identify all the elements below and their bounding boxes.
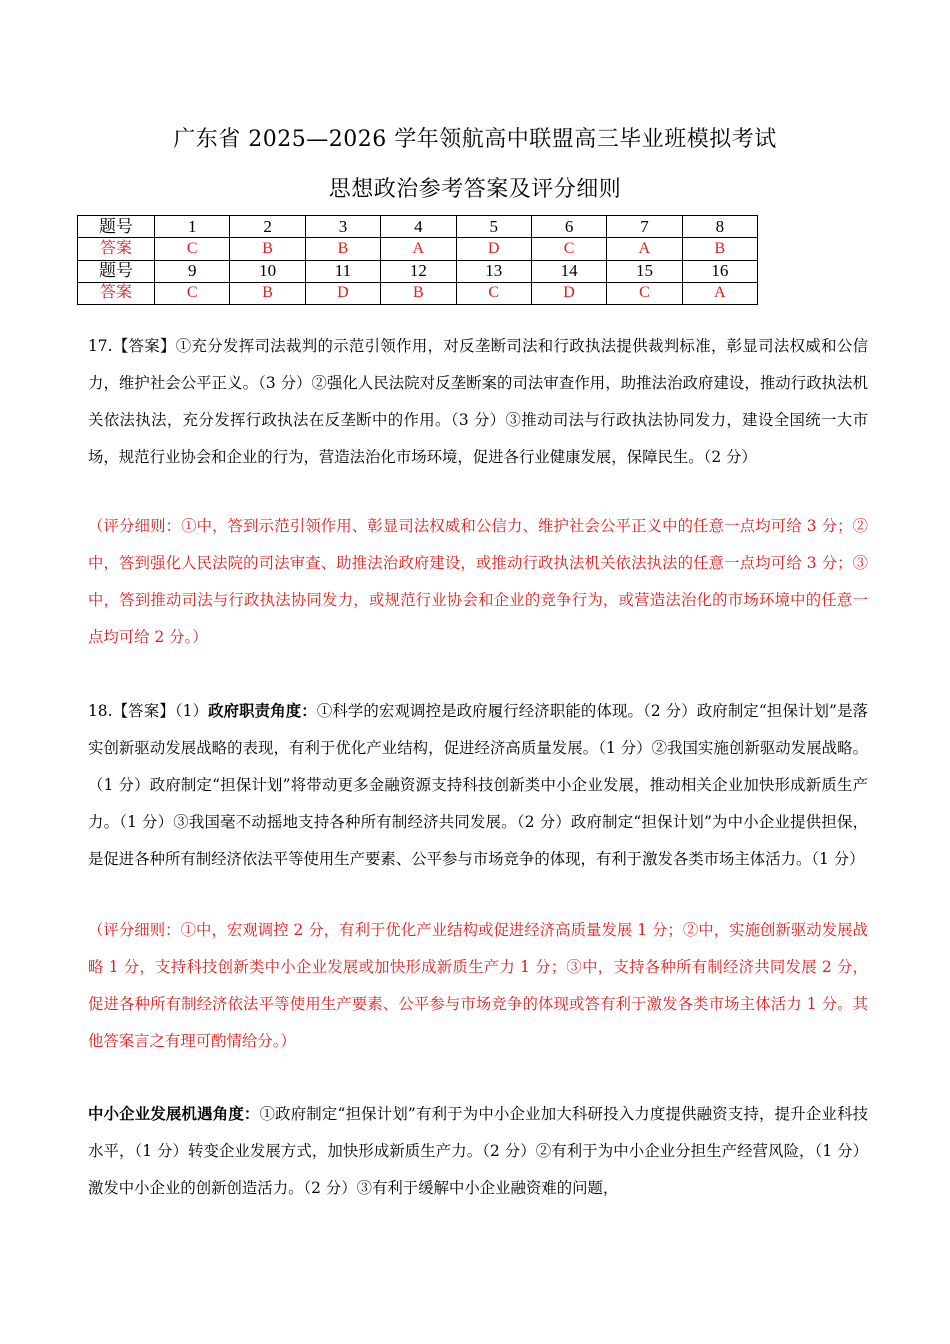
- row-label: 题号: [78, 260, 155, 282]
- question-18-rubric: （评分细则：①中，宏观调控 2 分，有利于优化产业结构或促进经济高质量发展 1 分；②中，实施创新驱动发展战略 1 分，支持科技创新类中小企业发展或加快形成新质生产力 1 分；③中，支持各种所有制经济共同发展 2 分，促进各种所有制经济依法平等使用生产要素、公平参与市场竞争的体现或答有利于激发各类市场主体活力 1 分。其他答案言之有理可酌情给分。）: [88, 921, 868, 1050]
- document-subtitle: 思想政治参考答案及评分细则: [328, 177, 622, 202]
- answer-cell: C: [531, 238, 606, 260]
- question-17-prefix: 17.【答案】: [88, 337, 176, 355]
- answer-cell: B: [230, 238, 305, 260]
- row-label: 答案: [78, 238, 155, 260]
- answer-cell: C: [155, 282, 230, 304]
- question-17-rubric: （评分细则：①中，答到示范引领作用、彰显司法权威和公信力、维护社会公平正义中的任意一点均可给 3 分；②中，答到强化人民法院的司法审查、助推法治政府建设，或推动行政执法机关依法执法的任意一点均可给 3 分；③中，答到推动司法与行政执法协同发力，或规范行业协会和企业的竞争行为，或营造法治化的市场环境中的任意一点均可给 2 分。）: [88, 517, 868, 646]
- question-number: 8: [682, 216, 757, 238]
- question-number: 13: [456, 260, 531, 282]
- row-label: 答案: [78, 282, 155, 304]
- question-number: 16: [682, 260, 757, 282]
- answer-cell: A: [607, 238, 682, 260]
- question-number: 12: [381, 260, 456, 282]
- question-18-part2-text: ①政府制定“担保计划”有利于为中小企业加大科研投入力度提供融资支持，提升企业科技水平，（1 分）转变企业发展方式，加快形成新质生产力。（2 分）②有利于为中小企业分担生产经营风险，（1 分）激发中小企业的创新创造活力。（2 分）③有利于缓解中小企业融资难的问题，: [88, 1105, 868, 1197]
- table-row-question-numbers: [78, 260, 758, 282]
- question-18-part2: [88, 1096, 868, 1207]
- answer-cell: B: [381, 282, 456, 304]
- question-number: 1: [155, 216, 230, 238]
- answer-cell: C: [607, 282, 682, 304]
- question-17-answer: [88, 328, 868, 476]
- table-row-answers: [78, 238, 758, 260]
- question-17-text: ①充分发挥司法裁判的示范引领作用，对反垄断司法和行政执法提供裁判标准，彰显司法权威和公信力，维护社会公平正义。（3 分）②强化人民法院对反垄断案的司法审查作用，助推法治政府建设，推动行政执法机关依法执法，充分发挥行政执法在反垄断中的作用。（3 分）③推动司法与行政执法协同发力，建设全国统一大市场，规范行业协会和企业的行为，营造法治化市场环境，促进各行业健康发展，保障民生。（2 分）: [88, 337, 868, 466]
- answer-cell: B: [682, 238, 757, 260]
- answer-cell: D: [305, 282, 380, 304]
- answer-cell: B: [230, 282, 305, 304]
- answer-cell: C: [456, 282, 531, 304]
- question-number: 9: [155, 260, 230, 282]
- question-number: 5: [456, 216, 531, 238]
- question-number: 14: [531, 260, 606, 282]
- answer-cell: A: [682, 282, 757, 304]
- answer-table: [77, 215, 758, 305]
- question-number: 7: [607, 216, 682, 238]
- question-18-answer: [88, 693, 868, 878]
- question-18-part1-label: （1）: [174, 702, 209, 720]
- question-18-part1-heading: 政府职责角度：: [208, 702, 317, 720]
- question-18-prefix: 18.【答案】: [88, 702, 175, 720]
- question-number: 15: [607, 260, 682, 282]
- question-number: 6: [531, 216, 606, 238]
- table-row-question-numbers: [78, 216, 758, 238]
- question-number: 3: [305, 216, 380, 238]
- answer-cell: A: [381, 238, 456, 260]
- question-number: 4: [381, 216, 456, 238]
- row-label: 题号: [78, 216, 155, 238]
- question-number: 11: [305, 260, 380, 282]
- answer-cell: D: [531, 282, 606, 304]
- answer-cell: B: [305, 238, 380, 260]
- question-18-part2-heading: 中小企业发展机遇角度：: [88, 1105, 260, 1123]
- question-18-part1-text: ①科学的宏观调控是政府履行经济职能的体现。（2 分）政府制定“担保计划”是落实创新驱动发展战略的表现，有利于优化产业结构，促进经济高质量发展。（1 分）②我国实施创新驱动发展战略。（1 分）政府制定“担保计划”将带动更多金融资源支持科技创新类中小企业发展，推动相关企业加快形成新质生产力。（1 分）③我国毫不动摇地支持各种所有制经济共同发展。（2 分）政府制定“担保计划”为中小企业提供担保，是促进各种所有制经济依法平等使用生产要素、公平参与市场竞争的体现，有利于激发各类市场主体活力。（1 分）: [88, 702, 868, 868]
- table-row-answers: [78, 282, 758, 304]
- document-title: 广东省 2025—2026 学年领航高中联盟高三毕业班模拟考试: [173, 127, 777, 152]
- answer-cell: C: [155, 238, 230, 260]
- question-number: 2: [230, 216, 305, 238]
- question-number: 10: [230, 260, 305, 282]
- answer-cell: D: [456, 238, 531, 260]
